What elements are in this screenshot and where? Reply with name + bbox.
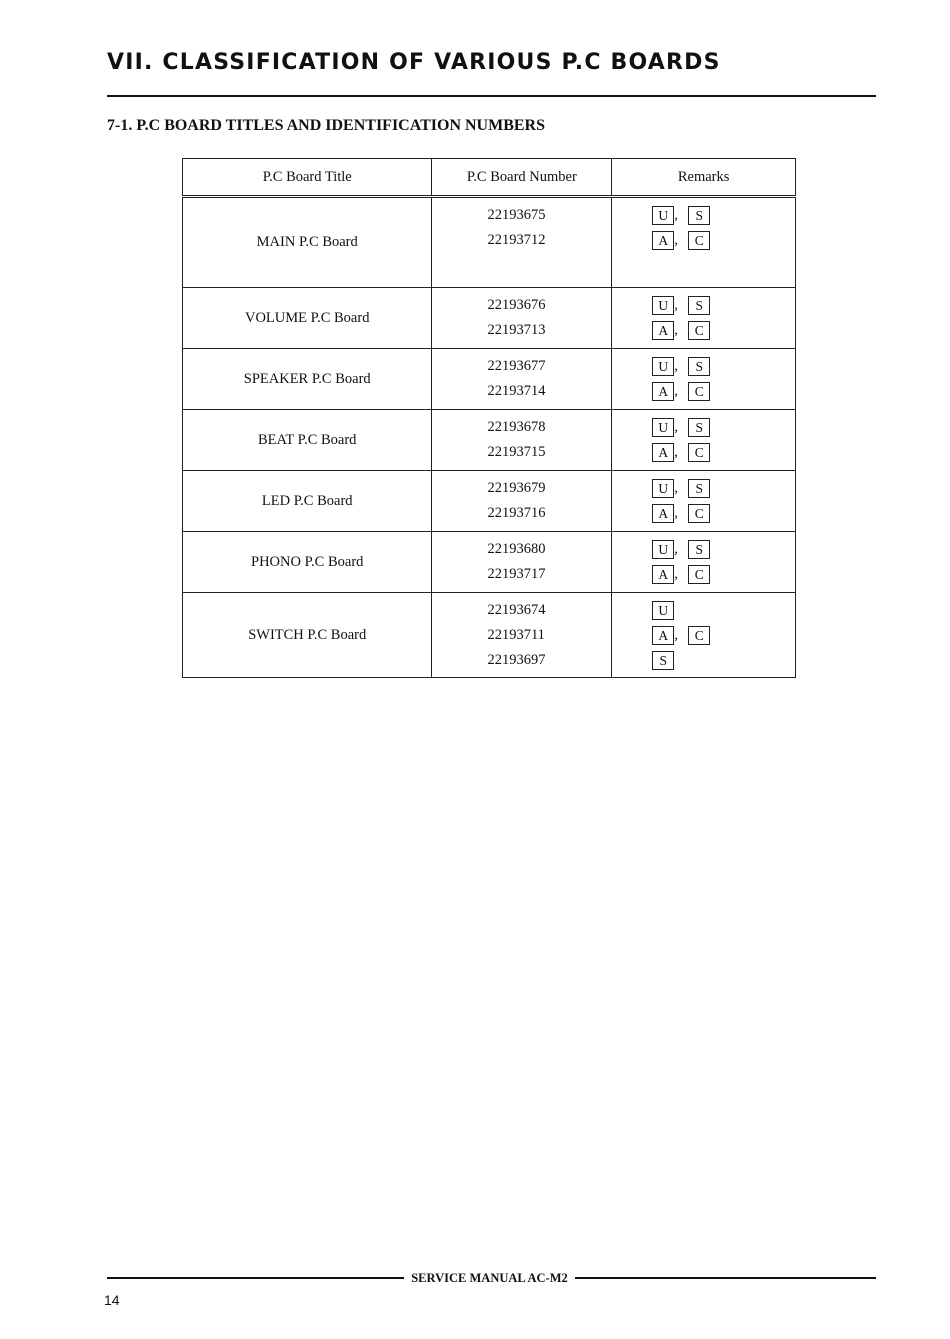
code-box: A [652, 504, 674, 523]
code-box: S [688, 479, 710, 498]
header-remarks: Remarks [612, 159, 796, 197]
remarks-line [652, 598, 795, 623]
remarks-line: A , C [652, 501, 795, 526]
board-number-cell [432, 288, 612, 349]
remarks-line: U , S [652, 476, 795, 501]
board-number-cell [432, 593, 612, 678]
code-box: S [688, 296, 710, 315]
title-rule [107, 95, 876, 97]
remarks-cell [612, 593, 796, 678]
board-title: PHONO P.C Board [183, 532, 432, 593]
remarks-line: A , C [652, 440, 795, 465]
table-row [183, 410, 796, 471]
code-box: S [652, 651, 674, 670]
remarks-line [652, 648, 795, 673]
remarks-cell [612, 288, 796, 349]
board-number: 22193680 [487, 541, 546, 557]
code-box: C [688, 231, 710, 250]
table-row [183, 349, 796, 410]
board-number: 22193675 [487, 207, 546, 223]
code-box: U [652, 540, 674, 559]
footer-rule-left [107, 1277, 404, 1279]
board-number: 22193712 [487, 232, 546, 248]
board-title: BEAT P.C Board [183, 410, 432, 471]
board-number: 22193716 [487, 505, 546, 521]
code-box: A [652, 626, 674, 645]
code-box: A [652, 382, 674, 401]
board-number: 22193679 [487, 480, 546, 496]
remarks-line: U , S [652, 415, 795, 440]
board-title: SPEAKER P.C Board [183, 349, 432, 410]
footer-rule-right [575, 1277, 876, 1279]
board-number-cell [432, 349, 612, 410]
board-number: 22193674 [487, 601, 546, 618]
header-title: P.C Board Title [183, 159, 432, 197]
code-box: C [688, 504, 710, 523]
board-number: 22193715 [487, 444, 546, 460]
code-box: U [652, 206, 674, 225]
board-number-cell [432, 532, 612, 593]
remarks-line: A , C [652, 379, 795, 404]
code-box: U [652, 357, 674, 376]
board-number: 22193717 [487, 566, 546, 582]
code-box: A [652, 231, 674, 250]
code-box: S [688, 206, 710, 225]
board-number: 22193677 [487, 358, 546, 374]
code-box: S [688, 357, 710, 376]
table-row [183, 197, 796, 288]
board-number: 22193713 [487, 322, 546, 338]
table-row [183, 593, 796, 678]
remarks-line: U , S [652, 354, 795, 379]
code-box: C [688, 565, 710, 584]
board-number: 22193678 [487, 419, 546, 435]
code-box: U [652, 601, 674, 620]
code-box: S [688, 418, 710, 437]
footer-manual-title: SERVICE MANUAL AC-M2 [411, 1271, 568, 1285]
board-title: SWITCH P.C Board [183, 593, 432, 678]
remarks-line: U , S [652, 203, 795, 228]
remarks-line: A , C [652, 562, 795, 587]
chapter-title: VII. CLASSIFICATION OF VARIOUS P.C BOARDS [107, 50, 721, 75]
code-box: A [652, 443, 674, 462]
board-number: 22193711 [487, 626, 545, 643]
code-box: A [652, 321, 674, 340]
board-number-cell [432, 197, 612, 288]
code-box: S [688, 540, 710, 559]
remarks-cell [612, 197, 796, 288]
board-title: VOLUME P.C Board [183, 288, 432, 349]
table-header-row [183, 159, 796, 197]
pcb-table [182, 158, 796, 678]
header-number: P.C Board Number [432, 159, 612, 197]
code-box: C [688, 626, 710, 645]
remarks-line: A , C [652, 623, 795, 648]
section-title: 7-1. P.C BOARD TITLES AND IDENTIFICATION NUMBERS [107, 117, 546, 134]
code-box: C [688, 443, 710, 462]
table-row [183, 288, 796, 349]
board-title: MAIN P.C Board [183, 197, 432, 288]
remarks-cell [612, 471, 796, 532]
table-row [183, 532, 796, 593]
remarks-cell [612, 349, 796, 410]
remarks-cell [612, 410, 796, 471]
remarks-line: A , C [652, 318, 795, 343]
code-box: U [652, 479, 674, 498]
page-number: 14 [104, 1292, 120, 1308]
code-box: U [652, 418, 674, 437]
board-number: 22193676 [487, 297, 546, 313]
code-box: C [688, 321, 710, 340]
remarks-line: A , C [652, 228, 795, 253]
board-number-cell [432, 471, 612, 532]
code-box: A [652, 565, 674, 584]
board-number-cell [432, 410, 612, 471]
code-box: C [688, 382, 710, 401]
board-number: 22193714 [487, 383, 546, 399]
remarks-line: U , S [652, 293, 795, 318]
remarks-line: U , S [652, 537, 795, 562]
code-box: U [652, 296, 674, 315]
remarks-cell [612, 532, 796, 593]
table-row [183, 471, 796, 532]
board-title: LED P.C Board [183, 471, 432, 532]
board-number: 22193697 [487, 651, 546, 668]
